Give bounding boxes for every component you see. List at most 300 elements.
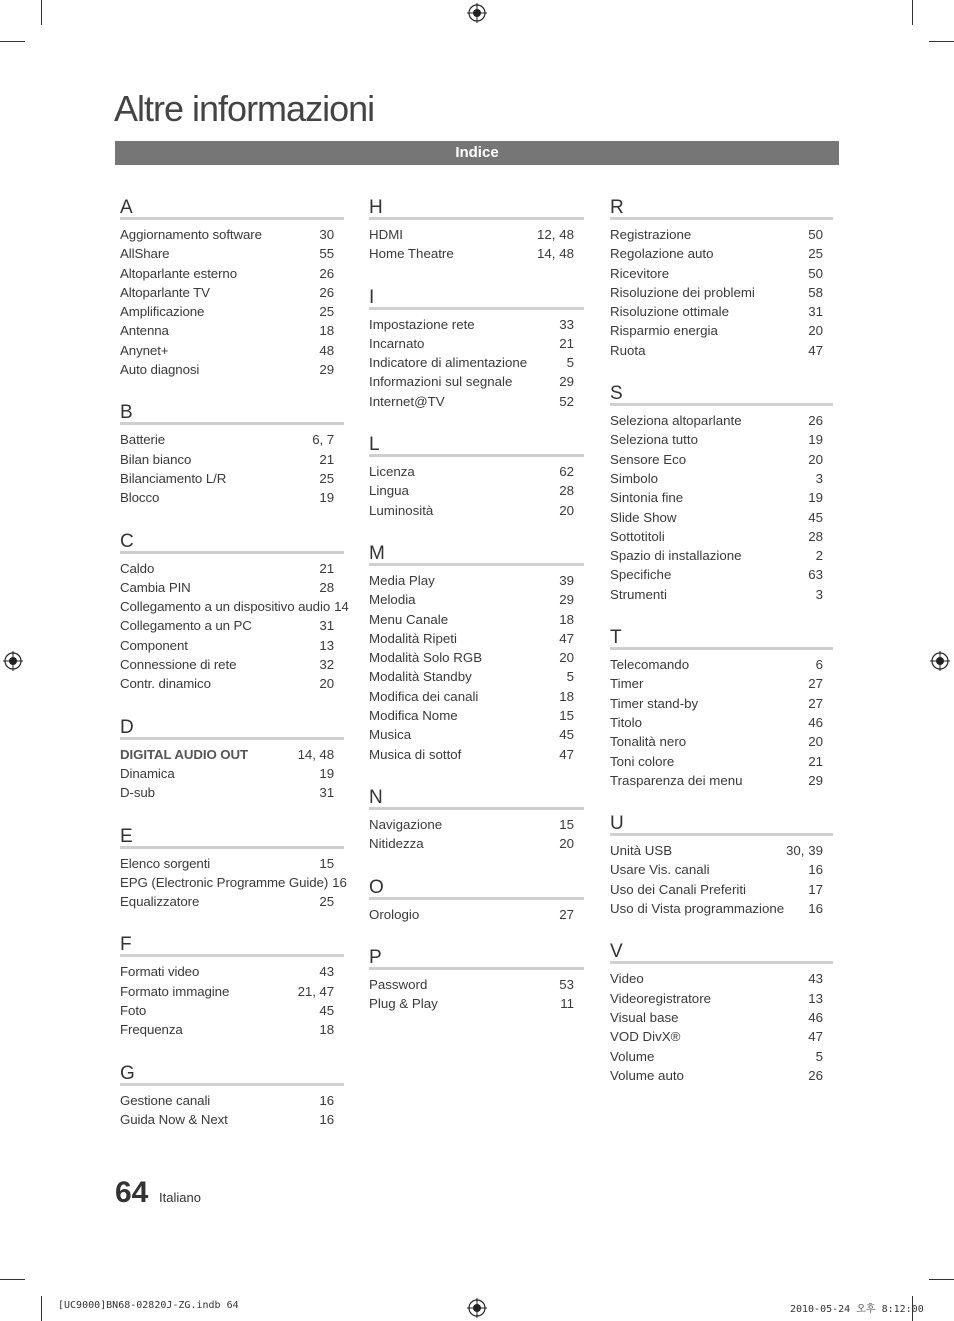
index-entry: [369, 725, 574, 744]
index-term: Risoluzione dei problemi: [610, 284, 755, 300]
index-entry: [610, 674, 823, 693]
index-letter-heading: C: [120, 530, 344, 554]
index-entries: [120, 554, 349, 694]
index-entry: [610, 469, 823, 488]
index-page-ref: 13: [808, 990, 823, 1006]
index-section: [120, 530, 349, 694]
index-term: Videoregistratore: [610, 990, 712, 1006]
index-entries: [610, 650, 833, 790]
index-page-ref: 18: [319, 1022, 334, 1038]
index-letter-heading: O: [369, 876, 584, 900]
index-page-ref: 26: [808, 1067, 823, 1083]
index-term: Seleziona altoparlante: [610, 413, 742, 429]
index-page-ref: 63: [808, 567, 823, 583]
index-term: Incarnato: [369, 335, 425, 351]
index-entry: [120, 341, 334, 360]
index-term: Risparmio energia: [610, 323, 718, 339]
index-page-ref: 28: [559, 483, 574, 499]
index-page-ref: 20: [559, 836, 574, 852]
index-entry: [610, 1066, 823, 1085]
index-page-ref: 39: [559, 572, 574, 588]
index-entry: [120, 321, 334, 340]
index-page-ref: 28: [808, 528, 823, 544]
index-entry: [369, 687, 574, 706]
index-entry: [369, 315, 574, 334]
index-page-ref: 20: [808, 451, 823, 467]
index-entry: [369, 353, 574, 372]
index-term: Uso di Vista programmazione: [610, 901, 785, 917]
index-entries: [120, 849, 347, 912]
index-entry: [610, 771, 823, 790]
index-page-ref: 19: [319, 765, 334, 781]
index-term: Sensore Eco: [610, 451, 687, 467]
index-page-ref: 30, 39: [786, 843, 823, 859]
index-section: [120, 401, 344, 507]
index-term: Blocco: [120, 490, 160, 506]
index-entries: [120, 740, 344, 803]
index-page-ref: 3: [815, 470, 823, 486]
index-term: Luminosità: [369, 502, 434, 518]
index-entry: [610, 899, 823, 918]
index-entry: [610, 841, 823, 860]
index-page-ref: 30: [319, 227, 334, 242]
index-term: Video: [610, 971, 644, 987]
index-entry: [369, 610, 574, 629]
index-page-ref: 14, 48: [537, 246, 574, 262]
index-page-ref: 29: [319, 362, 334, 378]
index-term: Usare Vis. canali: [610, 862, 710, 878]
index-term: Toni colore: [610, 753, 675, 769]
index-entry: [120, 616, 334, 635]
index-term: Simbolo: [610, 470, 659, 486]
index-section: [120, 933, 344, 1039]
index-term: Dinamica: [120, 765, 175, 781]
index-term: DIGITAL AUDIO OUT: [120, 746, 249, 762]
index-page-ref: 5: [566, 355, 574, 371]
index-entry: [120, 982, 334, 1001]
index-entry: [120, 1001, 334, 1020]
index-section: [369, 876, 584, 924]
index-entry: [120, 892, 334, 911]
index-section: [610, 196, 833, 360]
index-entry: [120, 764, 334, 783]
index-entry: [610, 655, 823, 674]
index-term: Volume auto: [610, 1067, 684, 1083]
index-term: Media Play: [369, 572, 435, 588]
index-entries: [369, 970, 584, 1014]
index-page-ref: 29: [559, 592, 574, 608]
index-entry: [369, 590, 574, 609]
index-page-ref: 6: [815, 657, 823, 673]
index-term: Cambia PIN: [120, 579, 191, 595]
index-entry: [120, 302, 334, 321]
index-entry: [120, 469, 334, 488]
index-entry: [610, 989, 823, 1008]
index-term: Formati video: [120, 964, 200, 980]
index-term: Slide Show: [610, 509, 677, 525]
index-page-ref: 16: [808, 901, 823, 917]
index-entries: [120, 957, 344, 1039]
index-section: [369, 542, 584, 764]
crop-mark: [0, 1279, 25, 1280]
index-page-ref: 28: [319, 579, 334, 595]
index-letter-heading: M: [369, 542, 584, 566]
index-term: Sottotitoli: [610, 528, 665, 544]
index-entry: [610, 585, 823, 604]
page-language: Italiano: [159, 1190, 201, 1205]
index-term: Plug & Play: [369, 996, 438, 1012]
index-page-ref: 50: [808, 265, 823, 281]
index-term: EPG (Electronic Programme Guide): [120, 874, 329, 890]
index-entry: [610, 527, 823, 546]
index-page-ref: 45: [319, 1003, 334, 1019]
index-entry: [120, 873, 347, 892]
index-page-ref: 19: [808, 490, 823, 506]
index-entry: [120, 636, 334, 655]
crop-mark: [0, 41, 25, 42]
index-term: Indicatore di alimentazione: [369, 355, 528, 371]
index-column-2: [369, 196, 584, 1035]
index-page-ref: 29: [559, 374, 574, 390]
index-term: Registrazione: [610, 227, 692, 242]
index-page-ref: 19: [319, 490, 334, 506]
index-entry: [610, 411, 823, 430]
index-entry: [369, 706, 574, 725]
index-entries: [610, 964, 833, 1085]
index-entry: [610, 969, 823, 988]
index-entry: [120, 244, 334, 263]
index-entry: [610, 341, 823, 360]
index-page-ref: 25: [319, 470, 334, 486]
index-section: [610, 626, 833, 790]
index-term: Elenco sorgenti: [120, 855, 211, 871]
index-page-ref: 14: [334, 599, 349, 615]
index-page-ref: 26: [319, 265, 334, 281]
index-entries: [369, 900, 584, 924]
index-page-ref: 21, 47: [297, 983, 334, 999]
index-term: Batterie: [120, 432, 166, 448]
index-term: Timer: [610, 676, 644, 692]
index-entry: [120, 430, 334, 449]
index-page-ref: 20: [559, 650, 574, 666]
index-entry: [120, 488, 334, 507]
index-entry: [610, 732, 823, 751]
index-term: Orologio: [369, 906, 420, 922]
index-entry: [369, 225, 574, 244]
index-term: Modalità Standby: [369, 669, 472, 685]
index-page-ref: 47: [559, 630, 574, 646]
index-page-ref: 55: [319, 246, 334, 262]
crop-mark: [912, 0, 913, 25]
index-entry: [120, 559, 334, 578]
crop-mark: [41, 0, 42, 25]
index-page-ref: 13: [319, 637, 334, 653]
index-page-ref: 27: [559, 906, 574, 922]
index-term: Collegamento a un PC: [120, 618, 252, 634]
index-entry: [369, 481, 574, 500]
index-page-ref: 48: [319, 342, 334, 358]
index-page-ref: 62: [559, 464, 574, 480]
index-letter-heading: N: [369, 786, 584, 810]
index-page-ref: 29: [808, 772, 823, 788]
index-entry: [120, 655, 334, 674]
index-term: Equalizzatore: [120, 894, 200, 910]
index-page-ref: 18: [559, 611, 574, 627]
index-section: [369, 286, 584, 411]
index-page-ref: 15: [559, 816, 574, 832]
index-page-ref: 5: [815, 1048, 823, 1064]
index-page-ref: 31: [319, 618, 334, 634]
index-term: AllShare: [120, 246, 170, 262]
index-term: Auto diagnosi: [120, 362, 200, 378]
index-letter-heading: E: [120, 825, 344, 849]
index-entry: [369, 905, 574, 924]
index-letter-heading: P: [369, 946, 584, 970]
index-entry: [120, 1110, 334, 1129]
registration-mark-icon: [467, 1298, 487, 1318]
index-entry: [610, 860, 823, 879]
footer-date: 2010-05-24 오후 8:12:00: [790, 1304, 924, 1315]
index-section: [120, 825, 347, 912]
index-entry: [369, 834, 574, 853]
index-term: Internet@TV: [369, 393, 445, 409]
index-term: Titolo: [610, 714, 643, 730]
index-entry: [610, 713, 823, 732]
index-entry: [610, 283, 823, 302]
index-term: Modifica dei canali: [369, 688, 479, 704]
index-entry: [369, 975, 574, 994]
index-letter-heading: G: [120, 1062, 344, 1086]
index-entry: [120, 264, 334, 283]
index-entry: [369, 745, 574, 764]
index-section: [120, 196, 344, 379]
index-page-ref: 31: [319, 785, 334, 801]
page-number: 64: [115, 1176, 149, 1209]
index-entry: [369, 629, 574, 648]
index-letter-heading: H: [369, 196, 584, 220]
index-page-ref: 18: [559, 688, 574, 704]
index-entries: [120, 220, 344, 379]
index-term: Unità USB: [610, 843, 673, 859]
index-entry: [610, 1027, 823, 1046]
crop-mark: [41, 1296, 42, 1321]
index-term: Strumenti: [610, 586, 667, 602]
index-entry: [610, 546, 823, 565]
index-entries: [610, 406, 833, 604]
index-page-ref: 27: [808, 695, 823, 711]
index-entries: [610, 836, 833, 918]
index-column-1: [120, 196, 349, 1151]
registration-mark-icon: [3, 651, 23, 671]
index-page-ref: 12, 48: [537, 227, 574, 242]
index-page-ref: 50: [808, 227, 823, 242]
index-term: D-sub: [120, 785, 155, 801]
index-term: Amplificazione: [120, 304, 205, 320]
index-entry: [610, 752, 823, 771]
index-entry: [369, 392, 574, 411]
index-entry: [120, 783, 334, 802]
index-term: Bilan bianco: [120, 451, 192, 467]
index-letter-heading: A: [120, 196, 344, 220]
index-entry: [120, 597, 349, 616]
index-column-3: [610, 196, 833, 1107]
index-term: Ricevitore: [610, 265, 670, 281]
index-letter-heading: B: [120, 401, 344, 425]
index-entries: [610, 220, 833, 360]
index-entry: [610, 880, 823, 899]
index-page-ref: 21: [559, 335, 574, 351]
index-term: Nitidezza: [369, 836, 424, 852]
index-term: Gestione canali: [120, 1092, 211, 1108]
index-entry: [369, 994, 574, 1013]
index-page-ref: 21: [319, 560, 334, 576]
index-entry: [120, 1091, 334, 1110]
index-section: [369, 433, 584, 520]
index-page-ref: 33: [559, 316, 574, 332]
index-term: Risoluzione ottimale: [610, 304, 729, 320]
index-term: Bilanciamento L/R: [120, 470, 227, 486]
index-term: Navigazione: [369, 816, 443, 832]
index-term: Modalità Ripeti: [369, 630, 457, 646]
index-entries: [369, 220, 584, 264]
index-section: [610, 382, 833, 604]
index-term: Altoparlante TV: [120, 284, 210, 300]
index-entry: [369, 667, 574, 686]
index-page-ref: 16: [319, 1092, 334, 1108]
index-page-ref: 19: [808, 432, 823, 448]
index-term: Timer stand-by: [610, 695, 699, 711]
index-page-ref: 16: [319, 1111, 334, 1127]
index-entry: [369, 815, 574, 834]
index-page-ref: 2: [815, 548, 823, 564]
index-section: [120, 716, 344, 803]
index-page-ref: 43: [319, 964, 334, 980]
index-term: HDMI: [369, 227, 403, 242]
index-term: Connessione di rete: [120, 657, 237, 673]
index-term: Guida Now & Next: [120, 1111, 228, 1127]
index-term: Modalità Solo RGB: [369, 650, 483, 666]
index-term: Collegamento a un dispositivo audio: [120, 599, 331, 615]
index-page-ref: 21: [319, 451, 334, 467]
index-term: Frequenza: [120, 1022, 183, 1038]
index-page-ref: 3: [815, 586, 823, 602]
index-page-ref: 25: [319, 894, 334, 910]
index-letter-heading: F: [120, 933, 344, 957]
index-term: Uso dei Canali Preferiti: [610, 881, 746, 897]
index-page-ref: 20: [319, 676, 334, 692]
index-term: Telecomando: [610, 657, 690, 673]
index-term: Modifica Nome: [369, 708, 458, 724]
index-entry: [120, 450, 334, 469]
index-page-ref: 15: [319, 855, 334, 871]
index-letter-heading: S: [610, 382, 833, 406]
index-entry: [610, 694, 823, 713]
index-page-ref: 5: [566, 669, 574, 685]
index-term: Component: [120, 637, 188, 653]
index-entry: [369, 462, 574, 481]
index-page-ref: 45: [559, 727, 574, 743]
index-term: Password: [369, 976, 428, 992]
index-entry: [610, 488, 823, 507]
crop-mark: [929, 41, 954, 42]
index-term: Antenna: [120, 323, 169, 339]
index-page-ref: 25: [808, 246, 823, 262]
index-term: Seleziona tutto: [610, 432, 698, 448]
index-page-ref: 58: [808, 284, 823, 300]
index-page-ref: 17: [808, 881, 823, 897]
index-page-ref: 52: [559, 393, 574, 409]
index-page-ref: 20: [808, 323, 823, 339]
index-term: Formato immagine: [120, 983, 230, 999]
index-letter-heading: T: [610, 626, 833, 650]
index-term: Ruota: [610, 342, 646, 358]
index-term: Volume: [610, 1048, 655, 1064]
index-entry: [120, 854, 334, 873]
index-entry: [120, 360, 334, 379]
index-section: [369, 196, 584, 264]
index-letter-heading: L: [369, 433, 584, 457]
registration-mark-icon: [930, 651, 950, 671]
index-entry: [610, 430, 823, 449]
page-title: Altre informazioni: [114, 88, 375, 129]
index-page-ref: 47: [808, 342, 823, 358]
index-page-ref: 14, 48: [297, 746, 334, 762]
index-page-ref: 11: [560, 996, 574, 1012]
index-section: [120, 1062, 344, 1130]
index-section: [610, 812, 833, 918]
index-term: Musica di sottof: [369, 746, 462, 762]
index-page-ref: 26: [808, 413, 823, 429]
registration-mark-icon: [467, 3, 487, 23]
index-entry: [610, 244, 823, 263]
index-entry: [610, 1008, 823, 1027]
index-entry: [369, 334, 574, 353]
index-letter-heading: V: [610, 940, 833, 964]
index-page-ref: 18: [319, 323, 334, 339]
index-term: Lingua: [369, 483, 409, 499]
index-entry: [610, 508, 823, 527]
index-entry: [610, 321, 823, 340]
index-term: Menu Canale: [369, 611, 449, 627]
index-term: Informazioni sul segnale: [369, 374, 513, 390]
index-term: Specifiche: [610, 567, 672, 583]
index-entry: [369, 571, 574, 590]
index-page-ref: 25: [319, 304, 334, 320]
section-banner: Indice: [115, 141, 839, 165]
index-page-ref: 43: [808, 971, 823, 987]
index-term: Foto: [120, 1003, 147, 1019]
index-entry: [610, 302, 823, 321]
index-page-ref: 26: [319, 284, 334, 300]
index-term: Regolazione auto: [610, 246, 714, 262]
index-letter-heading: R: [610, 196, 833, 220]
index-term: Aggiornamento software: [120, 227, 262, 242]
index-entry: [120, 962, 334, 981]
index-term: Sintonia fine: [610, 490, 684, 506]
index-entry: [120, 283, 334, 302]
index-entries: [369, 566, 584, 764]
index-term: Licenza: [369, 464, 415, 480]
index-term: Musica: [369, 727, 412, 743]
index-page-ref: 21: [808, 753, 823, 769]
index-entry: [610, 264, 823, 283]
index-entries: [369, 310, 584, 411]
index-entry: [369, 648, 574, 667]
index-section: [369, 786, 584, 854]
index-page-ref: 47: [559, 746, 574, 762]
index-entry: [120, 1020, 334, 1039]
index-section: [610, 940, 833, 1085]
